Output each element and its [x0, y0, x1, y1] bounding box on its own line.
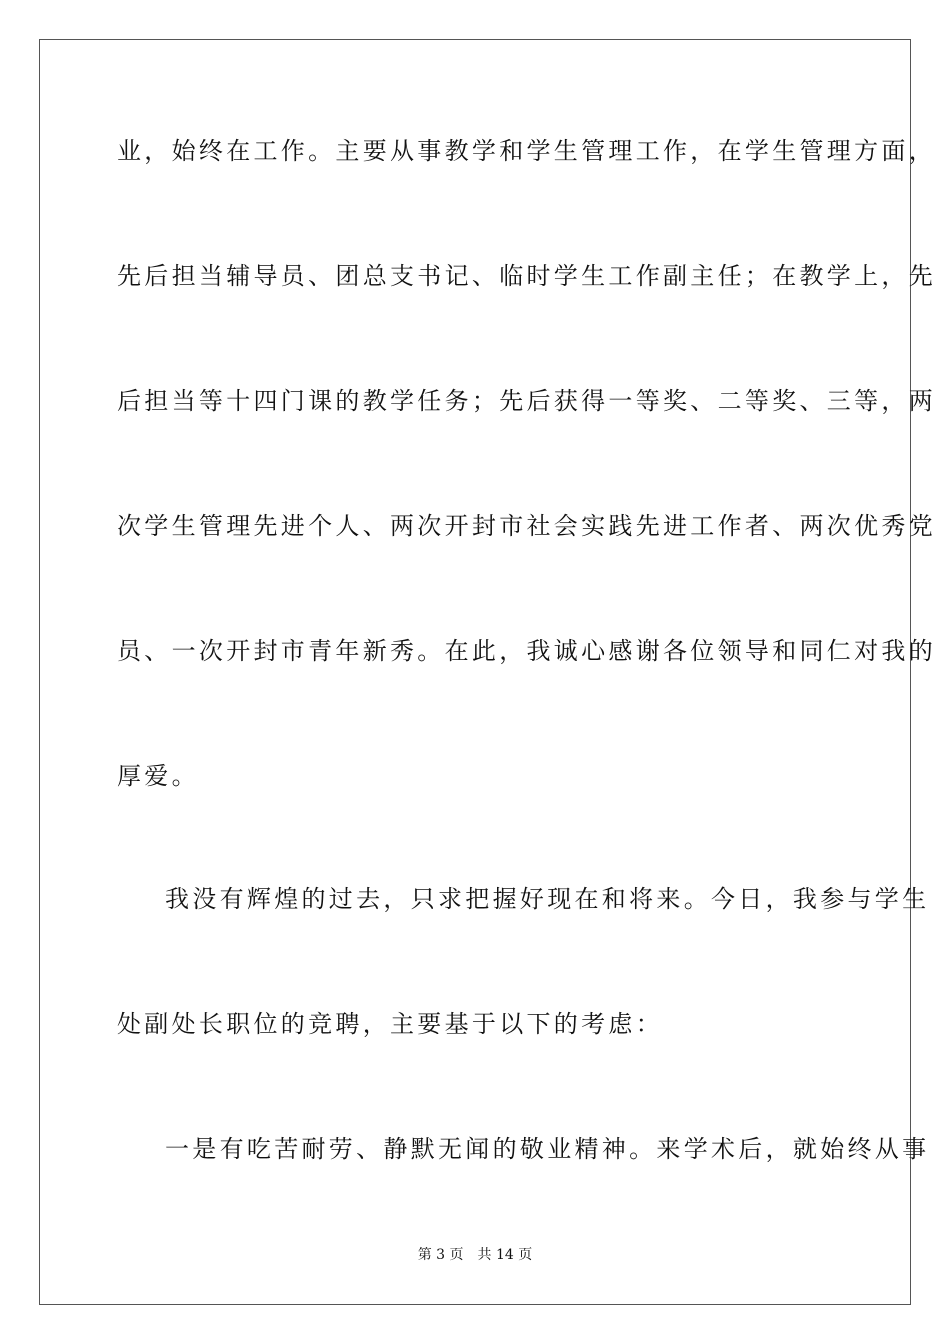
- page-border: [39, 39, 936, 1305]
- page-footer: [0, 1246, 950, 1264]
- body-text-line: 厚爱。: [117, 762, 199, 790]
- body-text-line: 业，始终在工作。主要从事教学和学生管理工作，在学生管理方面，: [117, 137, 936, 165]
- body-text-line: 次学生管理先进个人、两次开封市社会实践先进工作者、两次优秀党: [117, 512, 936, 540]
- page-total: 共 14 页: [477, 1247, 533, 1263]
- body-text-line: 员、一次开封市青年新秀。在此，我诚心感谢各位领导和同仁对我的: [117, 637, 936, 665]
- paragraph-first-line: 一是有吃苦耐劳、静默无闻的敬业精神。来学术后，就始终从事: [165, 1135, 930, 1163]
- body-text-line: 处副处长职位的竞聘，主要基于以下的考虑：: [117, 1010, 663, 1038]
- body-text-line: 先后担当辅导员、团总支书记、临时学生工作副主任；在教学上，先: [117, 262, 936, 290]
- paragraph-first-line: 我没有辉煌的过去，只求把握好现在和将来。今日，我参与学生: [165, 885, 930, 913]
- page-number: 第 3 页: [417, 1247, 464, 1263]
- body-text-line: 后担当等十四门课的教学任务；先后获得一等奖、二等奖、三等，两: [117, 387, 936, 415]
